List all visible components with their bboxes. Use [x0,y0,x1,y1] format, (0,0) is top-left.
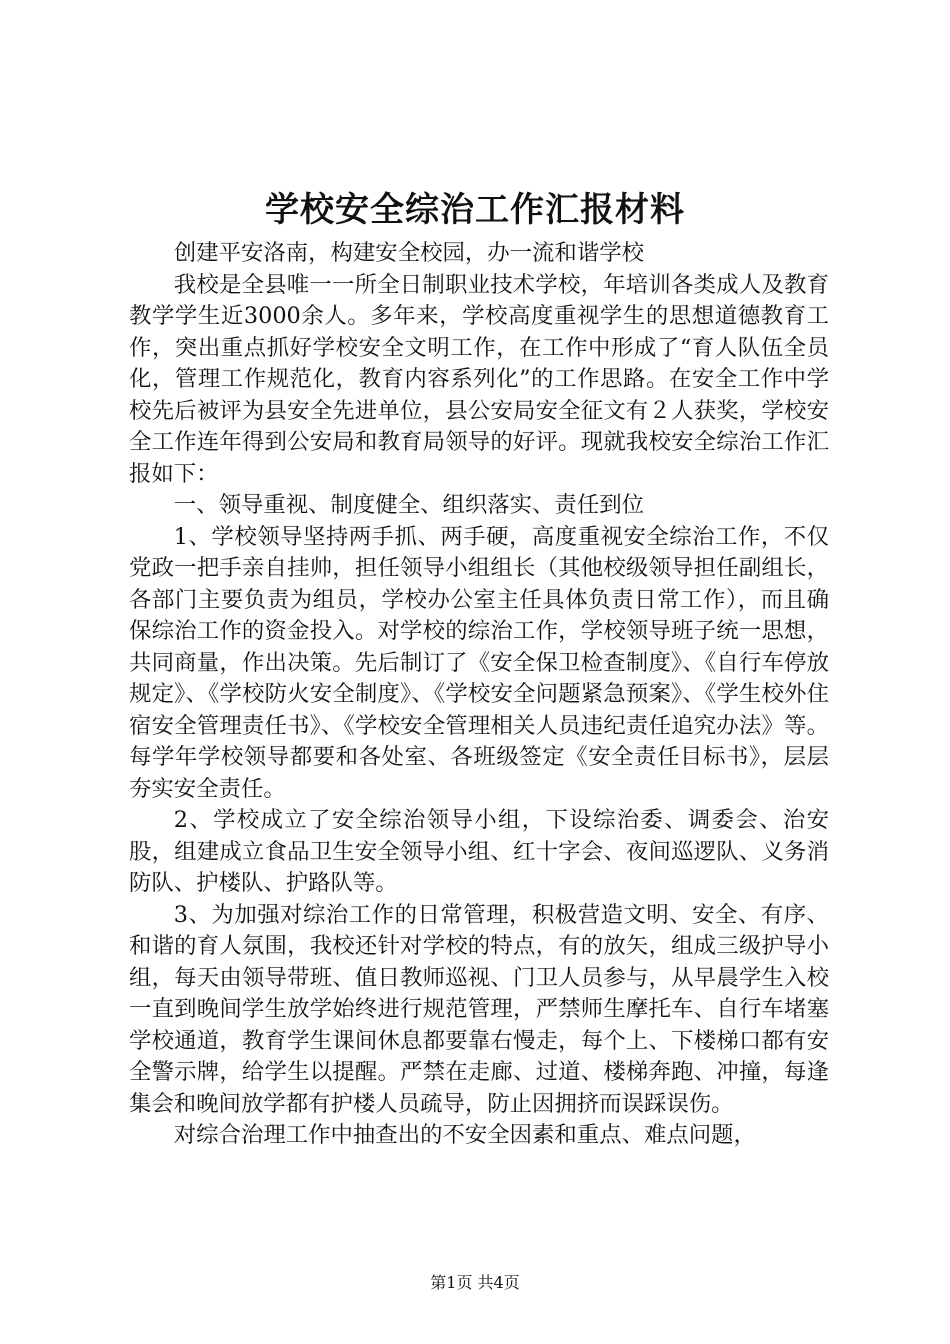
document-body [129,238,829,1152]
paragraph-continued: 对综合治理工作中抽查出的不安全因素和重点、难点问题， [173,1122,756,1148]
paragraph-item-3: 3、为加强对综治工作的日常管理，积极营造文明、安全、有序、和谐的育人氛围，我校还针对学校的特点，有的放矢，组成三级护导小组，每天由领导带班、值日教师巡视、门卫人员参与，从早晨学生入校一直到晚间学生放学始终进行规范管理，严禁师生摩托车、自行车堵塞学校通道，教育学生课间休息都要靠右慢走，每个上、下楼梯口都有安全警示牌，给学生以提醒。严禁在走廊、过道、楼梯奔跑、冲撞，每逢集会和晚间放学都有护楼人员疏导，防止因拥挤而误踩误伤。 [129,901,829,1117]
paragraph-intro: 我校是全县唯一一所全日制职业技术学校，年培训各类成人及教育教学学生近3000余人。多年来，学校高度重视学生的思想道德教育工作，突出重点抓好学校安全文明工作，在工作中形成了“育人队伍全员化，管理工作规范化，教育内容系列化”的工作思路。在安全工作中学校先后被评为县安全先进单位，县公安局安全征文有２人获奖，学校安全工作连年得到公安局和教育局领导的好评。现就我校安全综治工作汇报如下： [129,271,829,487]
paragraph-item-2: 2、学校成立了安全综治领导小组，下设综治委、调委会、治安股，组建成立食品卫生安全领导小组、红十字会、夜间巡逻队、义务消防队、护楼队、护路队等。 [129,807,829,896]
document-title: 学校安全综治工作汇报材料 [265,190,685,230]
page-footer: 第1页 共4页 [430,1273,520,1292]
paragraph-item-1: 1、学校领导坚持两手抓、两手硬，高度重视安全综治工作，不仅党政一把手亲自挂帅，担任领导小组组长（其他校级领导担任副组长，各部门主要负责为组员，学校办公室主任具体负责日常工作），而且确保综治工作的资金投入。对学校的综治工作，学校领导班子统一思想，共同商量，作出决策。先后制订了《安全保卫检查制度》、《自行车停放规定》、《学校防火安全制度》、《学校安全问题紧急预案》、《学生校外住宿安全管理责任书》、《学校安全管理相关人员违纪责任追究办法》等。每学年学校领导都要和各处室、各班级签定《安全责任目标书》，层层夯实安全责任。 [129,523,829,802]
paragraph-subtitle: 创建平安洛南，构建安全校园，办一流和谐学校 [173,240,644,266]
section-heading: 一、领导重视、制度健全、组织落实、责任到位 [173,492,644,518]
